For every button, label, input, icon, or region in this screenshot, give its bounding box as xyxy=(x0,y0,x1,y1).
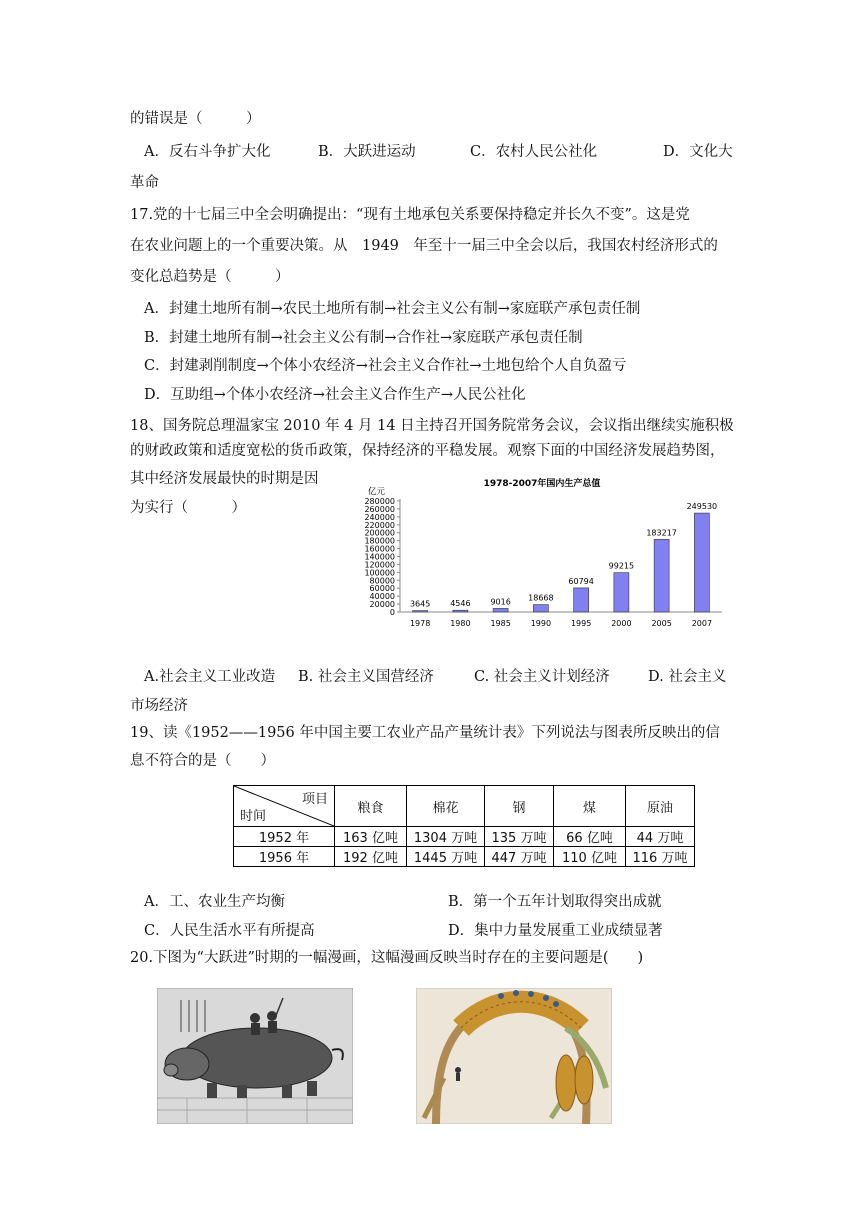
chart-x-tick-label: 1978 xyxy=(409,619,431,628)
chart-bar xyxy=(574,588,589,612)
chart-data-label: 9016 xyxy=(490,597,511,607)
gdp-bar-chart xyxy=(352,474,737,634)
chart-y-tick-label: 220000 xyxy=(364,520,395,530)
chart-bar xyxy=(694,513,709,612)
chart-y-tick-label: 160000 xyxy=(364,544,395,554)
chart-x-tick-label: 1995 xyxy=(570,619,592,628)
chart-bar xyxy=(453,610,468,612)
q19-stem-line1: 19、读《1952——1956 年中国主要工农业产品产量统计表》下列说法与图表所反映出的信 xyxy=(130,725,720,741)
chart-bar xyxy=(413,611,428,612)
q18-option-a: A.社会主义工业改造 xyxy=(144,669,276,685)
chart-y-tick-label: 280000 xyxy=(364,497,395,506)
q17-option-b: B．封建土地所有制→社会主义公有制→合作社→家庭联产承包责任制 xyxy=(144,330,583,346)
q19-option-a: A．工、农业生产均衡 xyxy=(144,894,285,910)
table-cell: 163 亿吨 xyxy=(335,827,407,847)
chart-data-label: 183217 xyxy=(646,528,677,538)
chart-bar xyxy=(654,539,669,612)
chart-bar xyxy=(614,573,629,612)
table-corner-cell xyxy=(234,786,335,827)
chart-y-tick-label: 20000 xyxy=(369,600,395,610)
chart-y-tick-label: 120000 xyxy=(364,560,395,570)
q17-option-a: A．封建土地所有制→农民土地所有制→社会主义公有制→家庭联产承包责任制 xyxy=(144,301,641,317)
q19-option-d: D．集中力量发展重工业成绩显著 xyxy=(448,923,663,939)
q17-stem-line2: 在农业问题上的一个重要决策。从 1949 年至十一届三中全会以后，我国农村经济形式的 xyxy=(130,238,718,254)
chart-y-tick-label: 180000 xyxy=(364,536,395,546)
q17-option-d: D．互助组→个体小农经济→社会主义合作生产→人民公社化 xyxy=(144,387,526,403)
corner-item-label: 项目 xyxy=(301,792,328,807)
chart-data-label: 60794 xyxy=(568,576,594,586)
table-cell: 135 万吨 xyxy=(485,827,554,847)
chart-data-label: 99215 xyxy=(608,561,635,571)
table-row xyxy=(234,847,695,867)
table-cell: 447 万吨 xyxy=(485,847,554,867)
q18-stem-line2: 的财政政策和适度宽松的货币政策，保持经济的平稳发展。观察下面的中国经济发展趋势图， xyxy=(130,443,725,459)
q16-option-a: A．反右斗争扩大化 xyxy=(144,144,271,160)
q16-option-d-cont: 革命 xyxy=(130,175,159,191)
q17-option-c: C．封建剥削制度→个体小农经济→社会主义合作社→土地包给个人自负盈亏 xyxy=(144,358,627,374)
chart-data-label: 18668 xyxy=(528,593,554,603)
chart-x-tick-label: 2000 xyxy=(611,619,632,628)
q18-stem-line1: 18、国务院总理温家宝 2010 年 4 月 14 日主持召开国务院常务会议，会议指出继续实施积极 xyxy=(130,418,734,434)
q16-option-c: C．农村人民公社化 xyxy=(470,144,598,160)
q17-stem-line1: 17.党的十七届三中全会明确提出：“现有土地承包关系要保持稳定并长久不变”。这是党 xyxy=(130,207,690,223)
cartoon-corn-image xyxy=(416,988,612,1124)
table-cell: 116 万吨 xyxy=(626,847,695,867)
table-header: 粮食 xyxy=(335,786,407,827)
q17-stem-line3: 变化总趋势是（ ） xyxy=(130,269,290,285)
table-header: 棉花 xyxy=(407,786,485,827)
table-cell: 192 亿吨 xyxy=(335,847,407,867)
q16-option-b: B．大跃进运动 xyxy=(318,144,416,160)
table-cell: 1445 万吨 xyxy=(407,847,485,867)
chart-y-tick-label: 80000 xyxy=(369,576,395,586)
table-header-row xyxy=(234,786,695,827)
chart-y-tick-label: 260000 xyxy=(364,504,395,514)
table-cell: 110 亿吨 xyxy=(554,847,626,867)
chart-y-tick-label: 100000 xyxy=(364,568,395,578)
chart-y-tick-label: 0 xyxy=(389,608,395,617)
table-cell: 1956 年 xyxy=(234,847,335,867)
corner-time-label: 时间 xyxy=(240,809,267,824)
q16-stem-tail: 的错误是（ ） xyxy=(130,111,261,127)
cartoon-pig-image xyxy=(157,988,353,1124)
q19-option-c: C．人民生活水平有所提高 xyxy=(144,923,315,939)
chart-data-label: 4546 xyxy=(450,599,471,609)
table-cell: 1952 年 xyxy=(234,827,335,847)
chart-bar xyxy=(493,608,508,612)
q19-stem-line2: 息不符合的是（ ） xyxy=(130,753,275,769)
chart-data-label: 3645 xyxy=(409,599,431,609)
q18-option-d-cont: 市场经济 xyxy=(130,698,188,714)
q20-stem: 20.下图为“大跃进”时期的一幅漫画，这幅漫画反映当时存在的主要问题是( ) xyxy=(130,950,644,966)
chart-x-tick-label: 2007 xyxy=(691,619,713,628)
table-cell: 44 万吨 xyxy=(626,827,695,847)
chart-y-tick-label: 40000 xyxy=(369,592,395,602)
chart-x-tick-label: 1990 xyxy=(530,619,552,628)
production-table xyxy=(233,785,695,867)
chart-x-tick-label: 1985 xyxy=(490,619,511,628)
q19-option-b: B．第一个五年计划取得突出成就 xyxy=(448,894,662,910)
chart-y-tick-label: 140000 xyxy=(364,552,395,562)
table-header: 原油 xyxy=(626,786,695,827)
table-cell: 1304 万吨 xyxy=(407,827,485,847)
q18-option-d: D. 社会主义 xyxy=(648,669,727,685)
chart-y-tick-label: 60000 xyxy=(369,584,395,594)
table-cell: 66 亿吨 xyxy=(554,827,626,847)
q16-option-d: D．文化大 xyxy=(663,144,733,160)
chart-bar xyxy=(533,605,548,612)
chart-y-tick-label: 240000 xyxy=(364,512,395,522)
chart-title: 1978-2007年国内生产总值 xyxy=(483,479,601,489)
q18-stem-line4: 为实行（ ） xyxy=(130,500,246,516)
chart-data-label: 249530 xyxy=(686,502,718,512)
table-header: 煤 xyxy=(554,786,626,827)
table-header: 钢 xyxy=(485,786,554,827)
q18-option-c: C. 社会主义计划经济 xyxy=(474,669,610,685)
q18-stem-line3: 其中经济发展最快的时期是因 xyxy=(130,471,319,487)
chart-ylabel: 亿元 xyxy=(368,487,386,497)
chart-x-tick-label: 1980 xyxy=(450,619,471,628)
chart-y-tick-label: 200000 xyxy=(364,528,395,538)
chart-x-tick-label: 2005 xyxy=(651,619,672,628)
q18-option-b: B. 社会主义国营经济 xyxy=(298,669,434,685)
table-row xyxy=(234,827,695,847)
